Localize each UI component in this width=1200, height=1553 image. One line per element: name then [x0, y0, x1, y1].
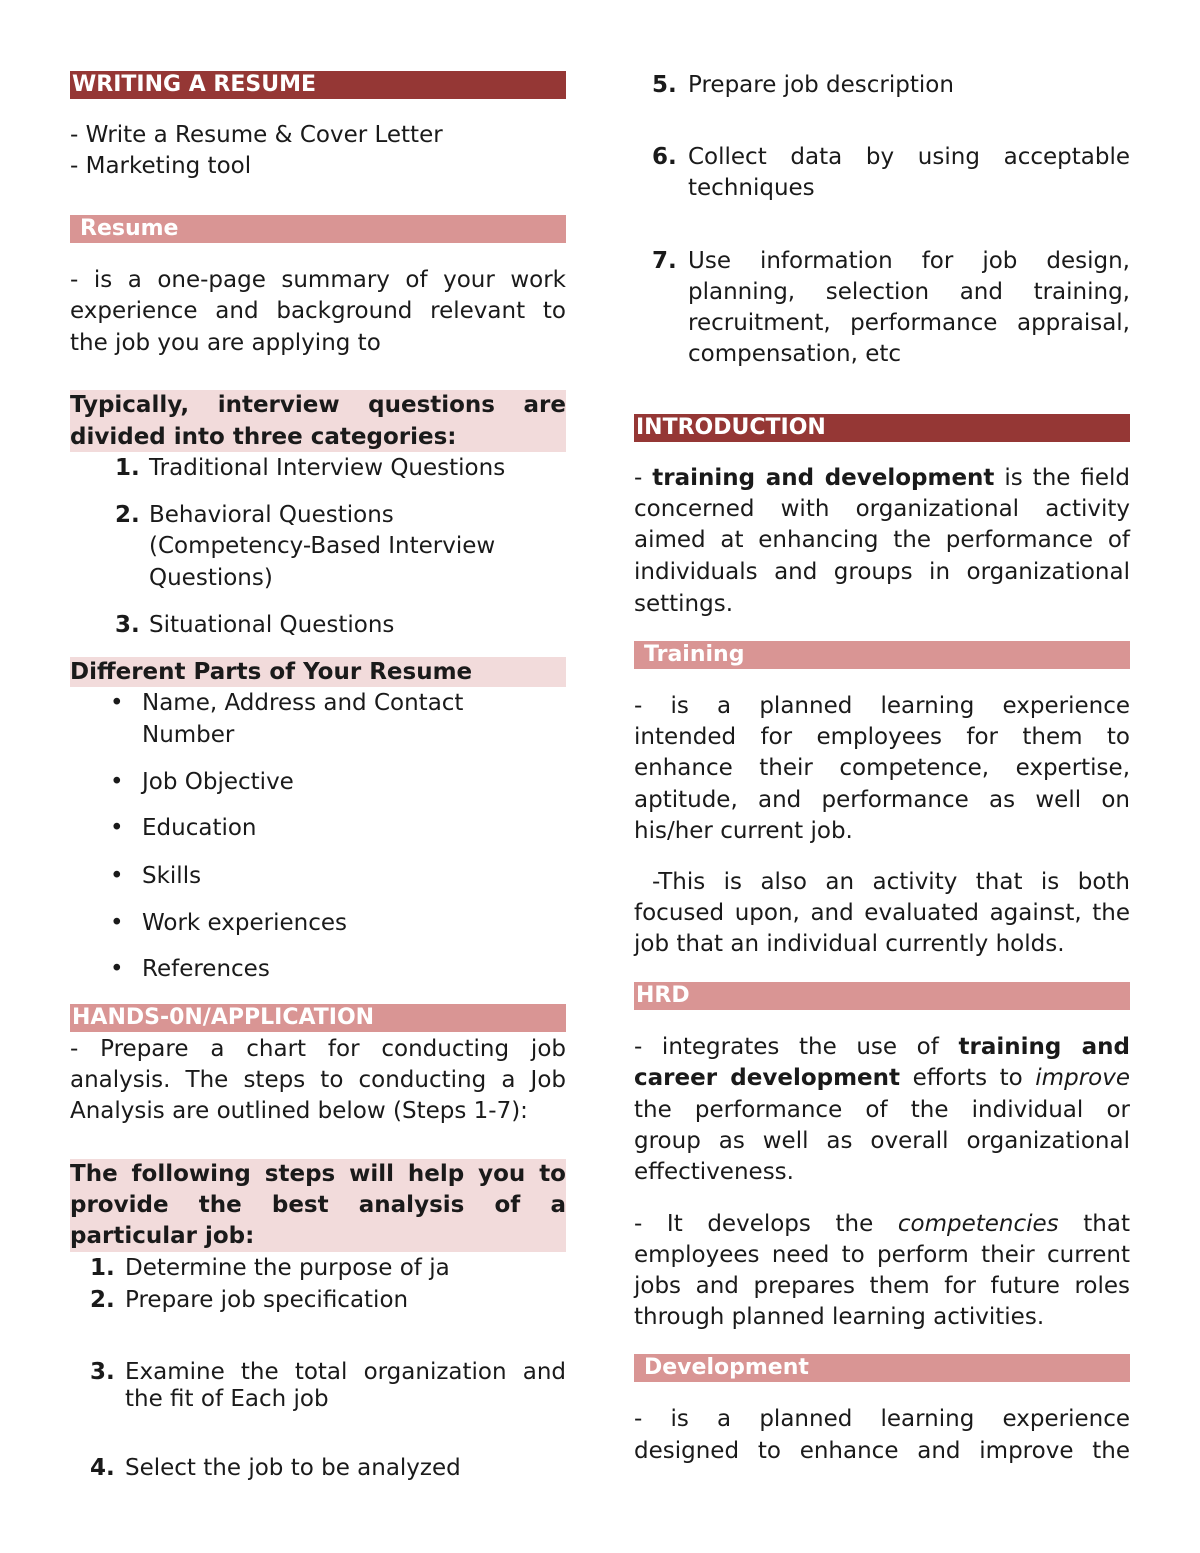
step-6-number: 6. [652, 144, 677, 170]
writing-line-1: - Write a Resume & Cover Letter [70, 122, 443, 148]
parts-item-6: References [142, 956, 270, 982]
training-line-4: aptitude, and performance as well on [634, 787, 1130, 813]
step-5-number: 5. [652, 72, 677, 98]
hands-line-3: Analysis are outlined below (Steps 1-7): [70, 1098, 528, 1124]
interview-item-2-number: 2. [115, 502, 140, 528]
step-5-text: Prepare job description [688, 72, 954, 98]
intro-dash: - [634, 465, 653, 491]
hrd-p2-line-1 [634, 1209, 1130, 1240]
hrd-p2-line-3: jobs and prepares them for future roles [634, 1273, 1130, 1299]
interview-item-1-number: 1. [115, 455, 140, 481]
steps-heading-line-2: provide the best analysis of a [70, 1192, 566, 1218]
development-line-1: - is a planned learning experience [634, 1406, 1130, 1432]
training-line-2: intended for employees for them to [634, 724, 1130, 750]
hands-on-header: HANDS-0N/APPLICATION [70, 1004, 566, 1032]
hrd-header: HRD [634, 982, 1130, 1010]
step-7-line-4: compensation, etc [688, 341, 902, 367]
parts-bullet-6: • [110, 956, 124, 982]
hrd-line-4: group as well as overall organizational [634, 1128, 1130, 1154]
interview-item-1-text: Traditional Interview Questions [149, 455, 506, 481]
step-3-line-2: the fit of Each job [125, 1386, 329, 1412]
step-7-line-3: recruitment, performance appraisal, [688, 310, 1130, 336]
training-p2-line-1: -This is also an activity that is both [652, 869, 1130, 895]
hrd-line-2 [634, 1063, 1130, 1094]
hrd-p2-line-4: through planned learning activities. [634, 1304, 1045, 1330]
parts-bullet-5: • [110, 910, 124, 936]
interview-heading-line-2: divided into three categories: [70, 424, 457, 450]
parts-bullet-3: • [110, 815, 124, 841]
step-3-number: 3. [90, 1359, 115, 1385]
intro-line-3: aimed at enhancing the performance of [634, 527, 1130, 553]
hrd-p2-pre: - It develops the [634, 1211, 898, 1237]
steps-heading-line-3: particular job: [70, 1223, 255, 1249]
interview-item-2-line-3: Questions) [149, 565, 273, 591]
parts-bullet-4: • [110, 863, 124, 889]
hrd-p2-line-2: employees need to perform their current [634, 1242, 1130, 1268]
parts-item-1-line-1: Name, Address and Contact [142, 690, 464, 716]
step-7-line-1: Use information for job design, [688, 248, 1130, 274]
hrd-p2-italic: competencies [897, 1211, 1059, 1237]
hrd-line-1-bold: training and [958, 1034, 1130, 1060]
parts-item-2: Job Objective [142, 769, 294, 795]
intro-line-2: concerned with organizational activity [634, 496, 1130, 522]
hrd-line-3: the performance of the individual or [634, 1097, 1130, 1123]
steps-heading-line-1: The following steps will help you to [70, 1161, 566, 1187]
parts-item-1-line-2: Number [142, 722, 235, 748]
step-7-number: 7. [652, 248, 677, 274]
intro-line-4: individuals and groups in organizational [634, 559, 1130, 585]
step-4-number: 4. [90, 1455, 115, 1481]
interview-item-2-line-2: (Competency-Based Interview [149, 533, 496, 559]
training-line-3: enhance their competence, expertise, [634, 755, 1130, 781]
step-3-line-1: Examine the total organization and [125, 1359, 566, 1385]
step-4-text: Select the job to be analyzed [125, 1455, 461, 1481]
parts-heading: Different Parts of Your Resume [70, 657, 566, 687]
intro-line-1 [634, 463, 1130, 494]
hrd-line-1 [634, 1032, 1130, 1063]
resume-line-1: - is a one-page summary of your work [70, 267, 566, 293]
parts-bullet-1: • [110, 690, 124, 716]
step-6-line-2: techniques [688, 175, 815, 201]
step-7-line-2: planning, selection and training, [688, 279, 1130, 305]
training-p2-line-3: job that an individual currently holds. [634, 931, 1065, 957]
step-1-number: 1. [90, 1255, 115, 1281]
hrd-p2-post: that [1058, 1211, 1130, 1237]
hrd-line-5: effectiveness. [634, 1159, 794, 1185]
development-line-2: designed to enhance and improve the [634, 1438, 1130, 1464]
step-2-number: 2. [90, 1287, 115, 1313]
writing-line-2: - Marketing tool [70, 153, 252, 179]
interview-item-2-line-1: Behavioral Questions [149, 502, 394, 528]
intro-term: training and development [652, 465, 995, 491]
interview-item-3-text: Situational Questions [149, 612, 395, 638]
hrd-line-2-mid: efforts to [900, 1065, 1036, 1091]
development-header: Development [634, 1354, 1130, 1382]
parts-bullet-2: • [110, 769, 124, 795]
training-p2-line-2: focused upon, and evaluated against, the [634, 900, 1130, 926]
hrd-line-2-italic: improve [1035, 1065, 1130, 1091]
resume-header: Resume [70, 215, 566, 243]
interview-item-3-number: 3. [115, 612, 140, 638]
intro-line-5: settings. [634, 591, 734, 617]
parts-item-3: Education [142, 815, 257, 841]
step-1-text: Determine the purpose of ja [125, 1255, 450, 1281]
resume-line-3: the job you are applying to [70, 330, 381, 356]
hands-line-1: - Prepare a chart for conducting job [70, 1036, 566, 1062]
intro-line-1-rest: is the field [994, 465, 1130, 491]
parts-item-5: Work experiences [142, 910, 348, 936]
training-line-1: - is a planned learning experience [634, 693, 1130, 719]
training-line-5: his/her current job. [634, 818, 853, 844]
parts-item-4: Skills [142, 863, 202, 889]
step-6-line-1: Collect data by using acceptable [688, 144, 1130, 170]
hands-line-2: analysis. The steps to conducting a Job [70, 1067, 566, 1093]
resume-line-2: experience and background relevant to [70, 298, 566, 324]
introduction-header: INTRODUCTION [634, 414, 1130, 442]
training-header: Training [634, 641, 1130, 669]
writing-resume-header: WRITING A RESUME [70, 71, 566, 99]
interview-heading-line-1: Typically, interview questions are [70, 392, 566, 418]
step-2-text: Prepare job specification [125, 1287, 409, 1313]
hrd-line-2-bold: career development [634, 1065, 901, 1091]
hrd-line-1-pre: - integrates the use of [634, 1034, 959, 1060]
